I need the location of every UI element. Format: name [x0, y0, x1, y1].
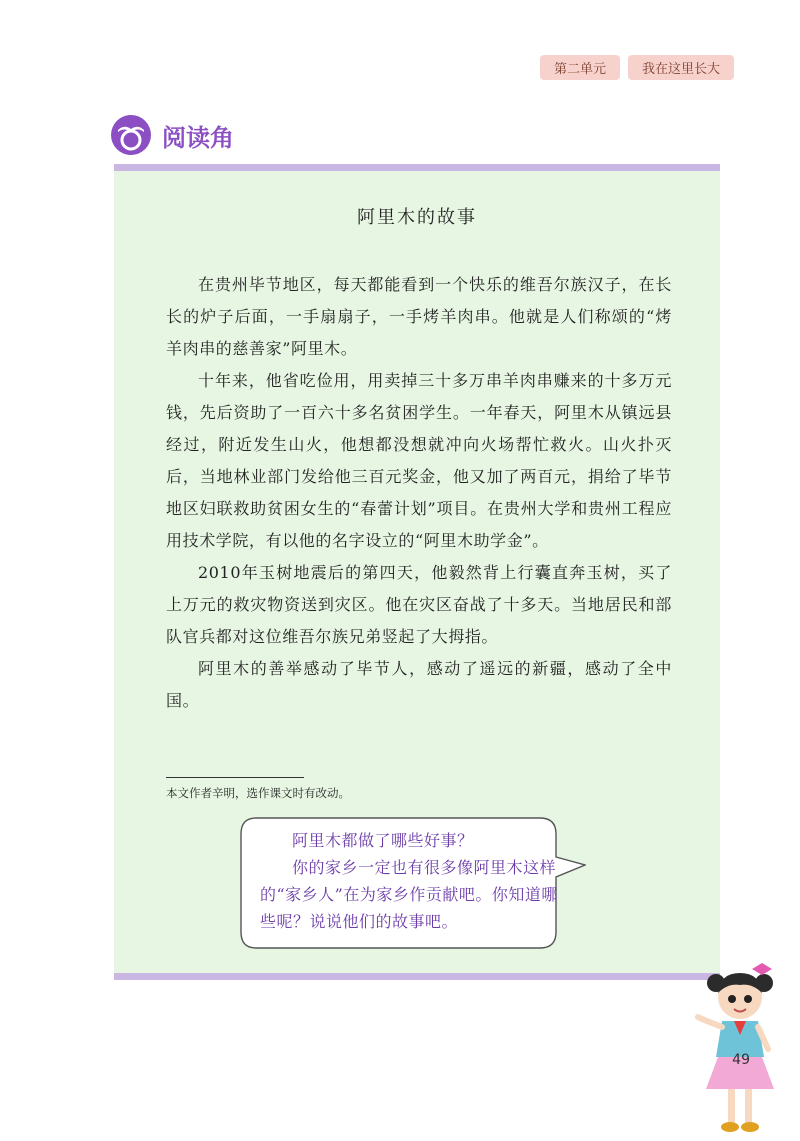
bubble-question: 阿里木都做了哪些好事？ — [292, 831, 474, 850]
book-icon — [110, 114, 152, 156]
story-paragraph: 阿里木的善举感动了毕节人，感动了遥远的新疆，感动了全中国。 — [166, 659, 672, 710]
story-paragraph: 十年来，他省吃俭用，用卖掉三十多万串羊肉串赚来的十多万元钱，先后资助了一百六十多名贫困学生。一年春天，阿里木从镇远县经过，附近发生山火，他想都没想就冲向火场帮忙救火。山火扑灭后，当地林业部门发给他三百元奖金，他又加了两百元，捐给了毕节地区妇联救助贫困女生的“春蕾计划”项目。在贵州大学和贵州工程应用技术学院，有以他的名字设立的“阿里木助学金”。 — [166, 371, 672, 550]
page-number: 49 — [732, 1052, 750, 1068]
header-tags — [540, 55, 734, 80]
bubble-text — [260, 827, 560, 935]
girl-illustration — [690, 961, 790, 1141]
unit-label: 第二单元 — [540, 55, 620, 80]
story-paragraph: 2010年玉树地震后的第四天，他毅然背上行囊直奔玉树，买了上万元的救灾物资送到灾区。他在灾区奋战了十多天。当地居民和部队官兵都对这位维吾尔族兄弟竖起了大拇指。 — [166, 563, 672, 646]
section-heading — [110, 114, 234, 156]
story-title: 阿里木的故事 — [357, 207, 477, 228]
story-body — [166, 269, 672, 717]
footnote-divider — [166, 777, 304, 778]
source-note: 本文作者辛明，选作课文时有改动。 — [166, 786, 350, 800]
bubble-prompt: 你的家乡一定也有很多像阿里木这样的“家乡人”在为家乡作贡献吧。你知道哪些呢？说说他们的故事吧。 — [260, 858, 558, 931]
speech-bubble — [240, 817, 586, 949]
story-paragraph: 在贵州毕节地区，每天都能看到一个快乐的维吾尔族汉子，在长长的炉子后面，一手扇扇子，一手烤羊肉串。他就是人们称颂的“烤羊肉串的慈善家”阿里木。 — [166, 275, 672, 358]
unit-title: 我在这里长大 — [628, 55, 734, 80]
reading-panel — [114, 164, 720, 980]
section-title: 阅读角 — [162, 123, 234, 152]
